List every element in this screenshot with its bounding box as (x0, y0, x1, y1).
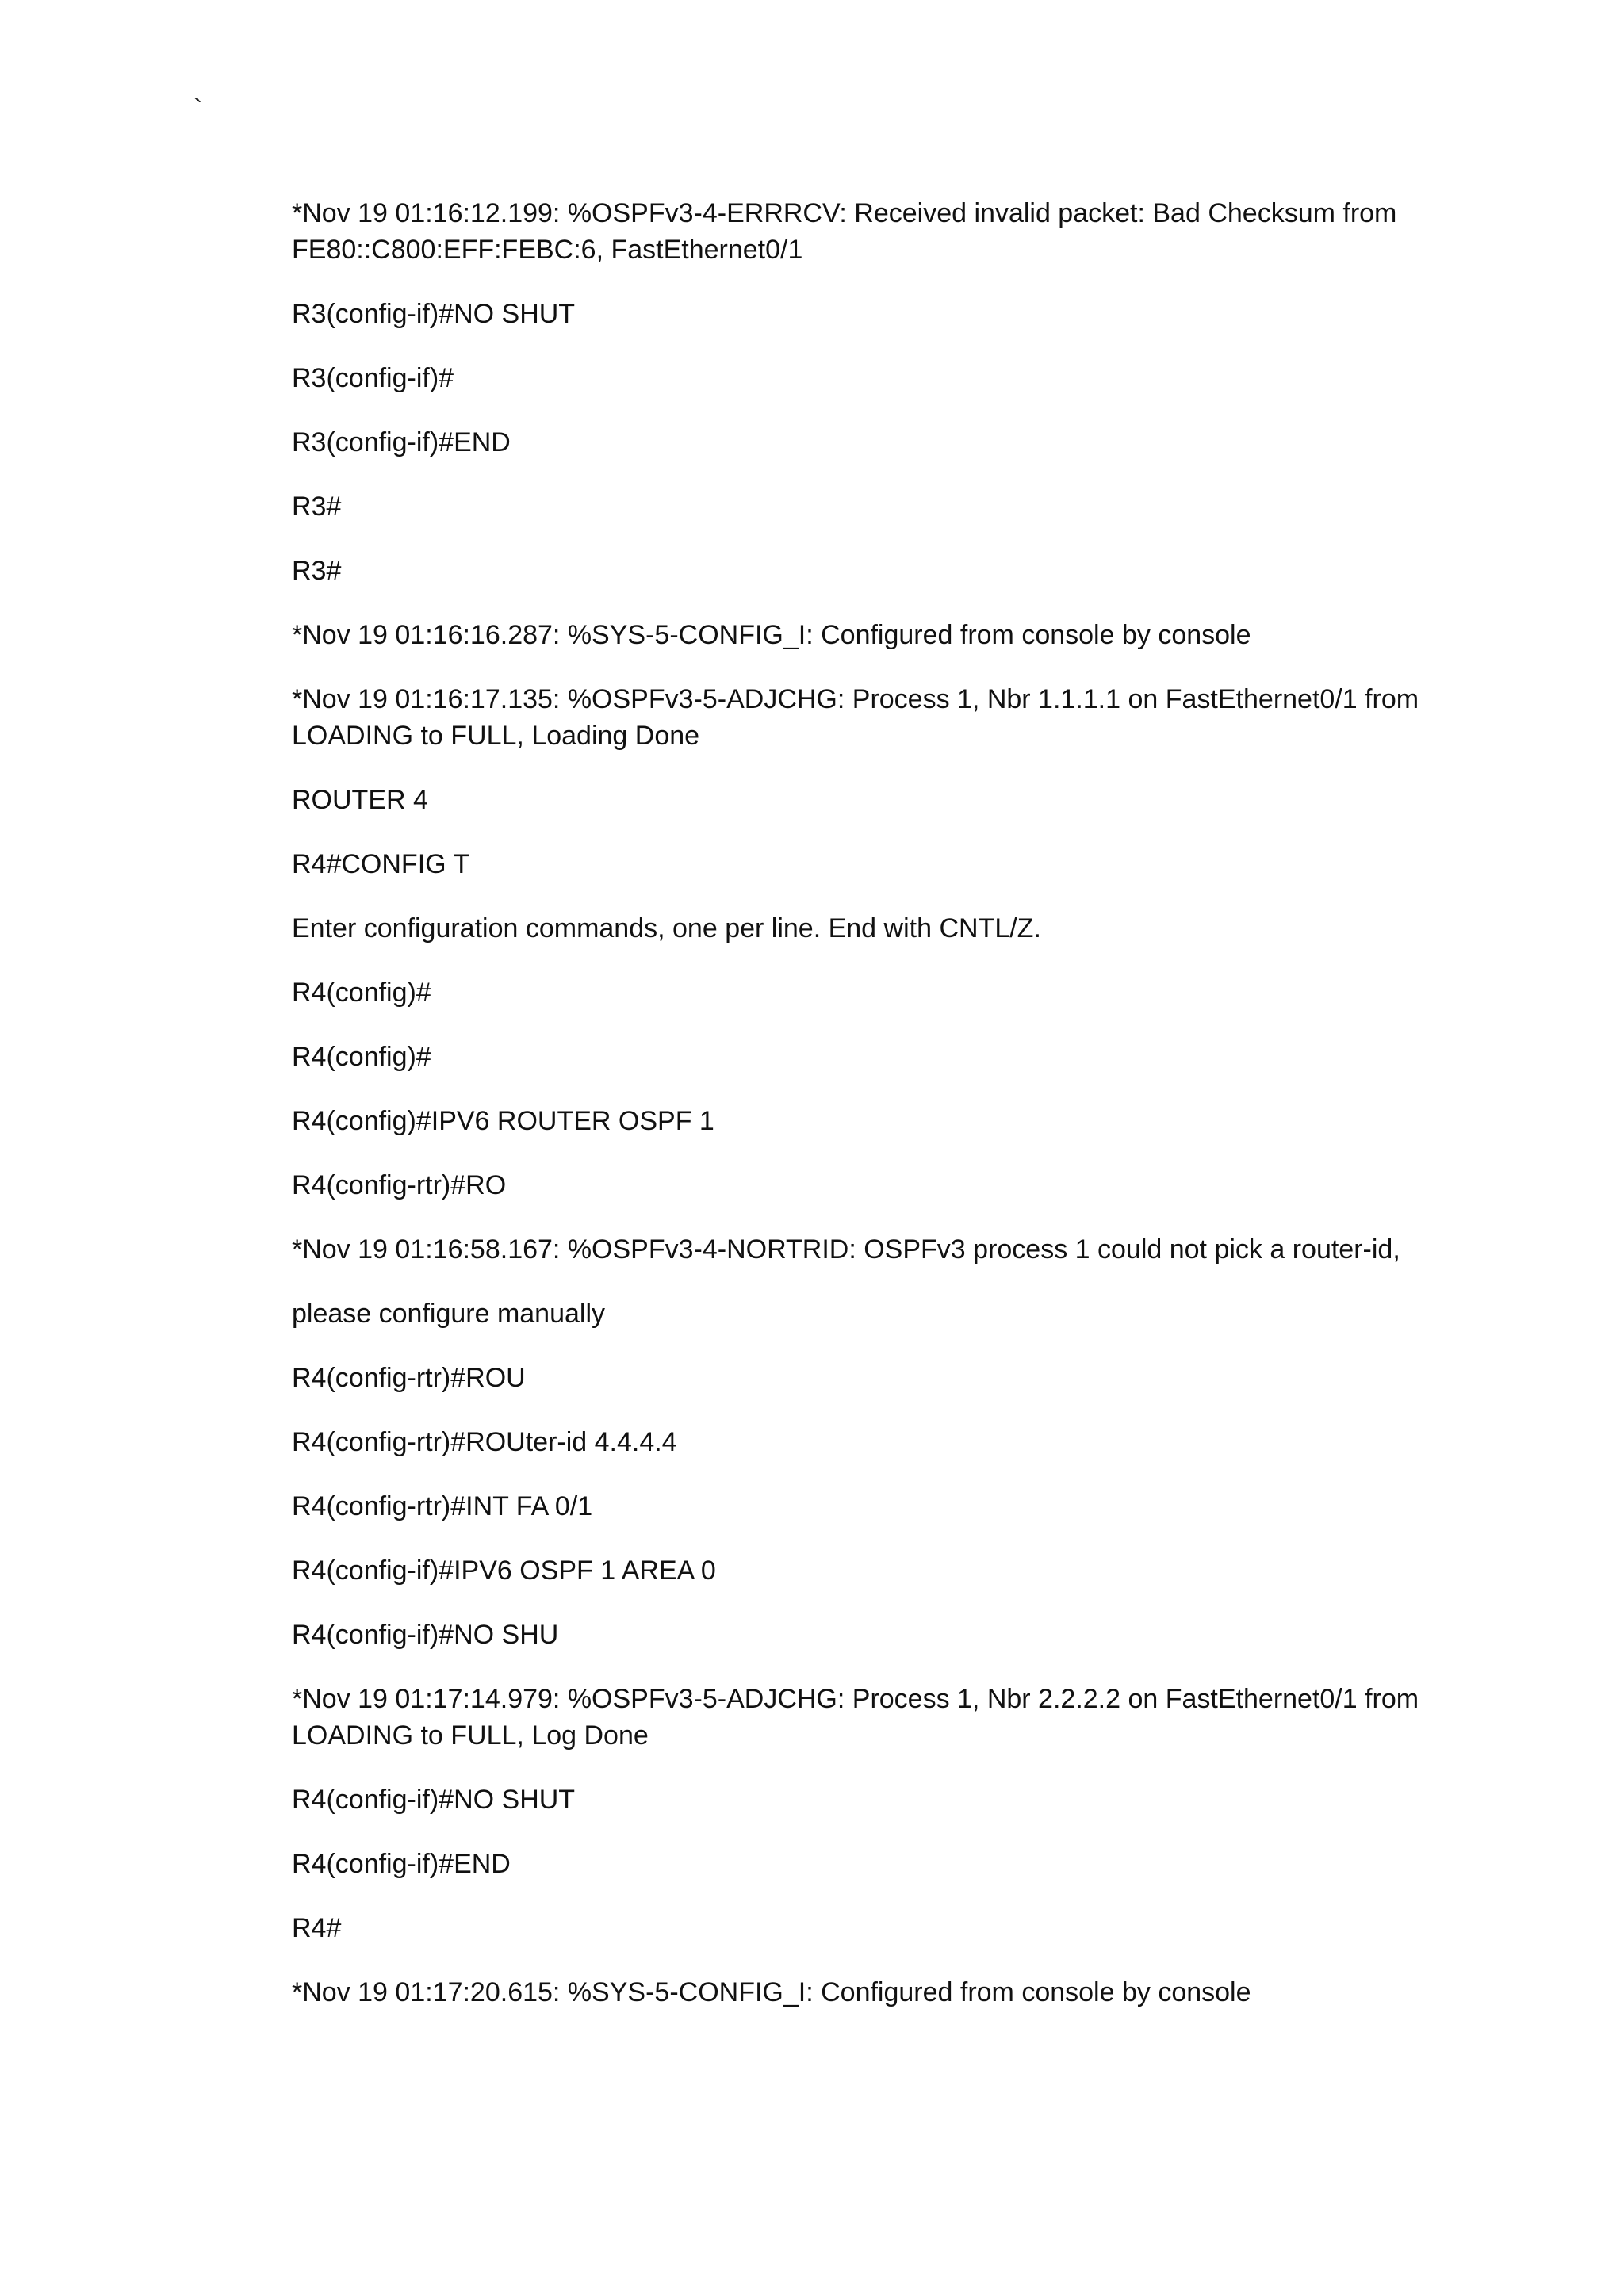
log-line: *Nov 19 01:16:16.287: %SYS-5-CONFIG_I: Configured from console by console (292, 620, 1251, 650)
log-line: R4(config)#IPV6 ROUTER OSPF 1 (292, 1106, 714, 1136)
log-line: *Nov 19 01:17:14.979: %OSPFv3-5-ADJCHG: Process 1, Nbr 2.2.2.2 on FastEthernet0/1 from LOADING to FULL, Log Done (292, 1684, 1419, 1751)
console-log (292, 195, 1450, 2038)
log-line: *Nov 19 01:16:58.167: %OSPFv3-4-NORTRID: OSPFv3 process 1 could not pick a router-id, (292, 1234, 1400, 1265)
log-line: R3(config-if)# (292, 363, 454, 393)
log-line: R4(config)# (292, 978, 431, 1008)
log-line: R4(config-rtr)#ROU (292, 1363, 526, 1393)
log-line: R4(config-rtr)#ROUter-id 4.4.4.4 (292, 1427, 677, 1457)
log-line: R4(config-rtr)#INT FA 0/1 (292, 1491, 593, 1521)
log-line: ROUTER 4 (292, 785, 428, 815)
log-line: R3# (292, 492, 342, 522)
log-line: *Nov 19 01:16:17.135: %OSPFv3-5-ADJCHG: Process 1, Nbr 1.1.1.1 on FastEthernet0/1 from LOADING to FULL, Loading Done (292, 684, 1419, 751)
log-line: *Nov 19 01:17:20.615: %SYS-5-CONFIG_I: Configured from console by console (292, 1977, 1251, 2007)
log-line: R4# (292, 1913, 342, 1943)
log-line: R3# (292, 556, 342, 586)
log-line: R4(config-rtr)#RO (292, 1170, 507, 1200)
log-line: R4(config-if)#END (292, 1849, 511, 1879)
header-mark: ` (193, 94, 203, 124)
log-line: R3(config-if)#END (292, 427, 511, 457)
log-line: R4#CONFIG T (292, 849, 470, 879)
log-line: R4(config-if)#IPV6 OSPF 1 AREA 0 (292, 1556, 716, 1586)
log-line: Enter configuration commands, one per line. End with CNTL/Z. (292, 913, 1041, 943)
log-line: R4(config)# (292, 1042, 431, 1072)
log-line: R3(config-if)#NO SHUT (292, 299, 576, 329)
log-line: R4(config-if)#NO SHUT (292, 1785, 576, 1815)
log-line: please configure manually (292, 1299, 606, 1329)
log-line: R4(config-if)#NO SHU (292, 1620, 559, 1650)
log-line: *Nov 19 01:16:12.199: %OSPFv3-4-ERRRCV: Received invalid packet: Bad Checksum from FE80::C800:EFF:FEBC:6, FastEthernet0/1 (292, 198, 1397, 265)
